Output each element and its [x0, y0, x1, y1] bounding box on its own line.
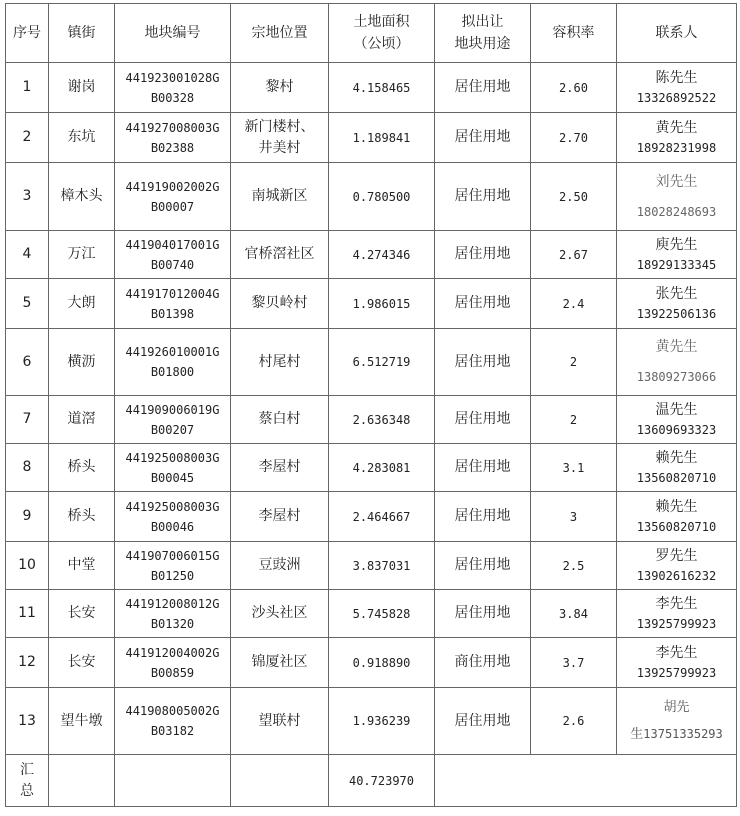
contact-phone: 13326892522 [636, 90, 717, 105]
row-seq: 2 [6, 113, 49, 163]
row-far: 2.70 [531, 113, 617, 163]
contact-phone: 13560820710 [636, 470, 717, 485]
row-seq: 1 [6, 63, 49, 113]
row-use: 居住用地 [435, 396, 531, 444]
row-far: 3 [531, 492, 617, 542]
total-area: 40.723970 [329, 755, 435, 807]
row-use: 居住用地 [435, 590, 531, 638]
land-parcel-table [5, 3, 737, 807]
total-empty-location [231, 755, 329, 807]
row-plot-no: 441912008012G B01320 [115, 590, 231, 638]
row-seq: 9 [6, 492, 49, 542]
total-label: 汇 总 [6, 755, 49, 807]
row-town: 东坑 [49, 113, 115, 163]
row-use: 居住用地 [435, 113, 531, 163]
row-location: 蔡白村 [231, 396, 329, 444]
table-row [6, 63, 737, 113]
row-area: 4.283081 [329, 444, 435, 492]
row-town: 大朗 [49, 279, 115, 329]
table-row [6, 329, 737, 396]
row-location: 村尾村 [231, 329, 329, 396]
row-use: 居住用地 [435, 231, 531, 279]
row-seq: 12 [6, 638, 49, 688]
contact-name: 温先生 [655, 401, 698, 418]
row-plot-no: 441925008003G B00046 [115, 492, 231, 542]
table-row [6, 688, 737, 755]
contact-name: 赖先生 [655, 449, 698, 466]
row-location: 李屋村 [231, 444, 329, 492]
row-far: 3.84 [531, 590, 617, 638]
row-use: 居住用地 [435, 279, 531, 329]
row-plot-no: 441927008003G B02388 [115, 113, 231, 163]
row-location: 南城新区 [231, 163, 329, 231]
row-far: 2 [531, 396, 617, 444]
row-use: 居住用地 [435, 688, 531, 755]
contact-phone: 13609693323 [636, 422, 717, 437]
row-town: 横沥 [49, 329, 115, 396]
row-plot-no: 441908005002G B03182 [115, 688, 231, 755]
row-area: 2.464667 [329, 492, 435, 542]
row-area: 6.512719 [329, 329, 435, 396]
row-area: 1.189841 [329, 113, 435, 163]
header-area: 土地面积 （公顷） [329, 4, 435, 63]
row-seq: 4 [6, 231, 49, 279]
contact-phone: 13925799923 [636, 665, 717, 680]
row-use: 商住用地 [435, 638, 531, 688]
header-row [6, 4, 737, 63]
table-row [6, 163, 737, 231]
table-row [6, 396, 737, 444]
row-plot-no: 441919002002G B00007 [115, 163, 231, 231]
row-seq: 13 [6, 688, 49, 755]
row-plot-no: 441909006019G B00207 [115, 396, 231, 444]
row-contact [617, 444, 737, 492]
row-seq: 11 [6, 590, 49, 638]
row-far: 2.5 [531, 542, 617, 590]
contact-phone: 13902616232 [636, 568, 717, 583]
table-row [6, 444, 737, 492]
header-town: 镇街 [49, 4, 115, 63]
row-town: 中堂 [49, 542, 115, 590]
row-area: 4.274346 [329, 231, 435, 279]
row-plot-no: 441912004002G B00859 [115, 638, 231, 688]
row-contact [617, 63, 737, 113]
row-contact [617, 113, 737, 163]
row-town: 望牛墩 [49, 688, 115, 755]
contact-phone: 18929133345 [636, 257, 717, 272]
contact-name: 李先生 [655, 595, 698, 612]
row-location: 沙头社区 [231, 590, 329, 638]
row-area: 1.986015 [329, 279, 435, 329]
row-area: 3.837031 [329, 542, 435, 590]
contact-name-part2: 生 [630, 726, 644, 742]
contact-name-part1: 胡先 [663, 699, 690, 715]
row-contact [617, 590, 737, 638]
row-town: 长安 [49, 590, 115, 638]
table-row [6, 542, 737, 590]
row-area: 0.780500 [329, 163, 435, 231]
row-area: 2.636348 [329, 396, 435, 444]
row-location: 官桥滘社区 [231, 231, 329, 279]
row-contact [617, 231, 737, 279]
total-empty-plot [115, 755, 231, 807]
header-plot-no: 地块编号 [115, 4, 231, 63]
row-town: 樟木头 [49, 163, 115, 231]
row-contact [617, 163, 737, 231]
row-plot-no: 441925008003G B00045 [115, 444, 231, 492]
contact-phone: 13925799923 [636, 616, 717, 631]
table-row [6, 638, 737, 688]
row-plot-no: 441904017001G B00740 [115, 231, 231, 279]
contact-name: 李先生 [655, 644, 698, 661]
row-town: 谢岗 [49, 63, 115, 113]
row-seq: 10 [6, 542, 49, 590]
row-seq: 5 [6, 279, 49, 329]
contact-phone: 13751335293 [643, 726, 723, 741]
row-area: 4.158465 [329, 63, 435, 113]
row-town: 万江 [49, 231, 115, 279]
row-town: 桥头 [49, 444, 115, 492]
row-plot-no: 441917012004G B01398 [115, 279, 231, 329]
row-seq: 6 [6, 329, 49, 396]
contact-name: 庾先生 [655, 236, 698, 253]
row-seq: 3 [6, 163, 49, 231]
row-town: 长安 [49, 638, 115, 688]
contact-name: 张先生 [655, 285, 698, 302]
row-use: 居住用地 [435, 329, 531, 396]
row-contact [617, 688, 737, 755]
row-far: 2 [531, 329, 617, 396]
total-row [6, 755, 737, 807]
row-location: 锦厦社区 [231, 638, 329, 688]
contact-name: 黄先生 [655, 119, 698, 136]
row-plot-no: 441926010001G B01800 [115, 329, 231, 396]
table-row [6, 492, 737, 542]
contact-phone: 18928231998 [636, 140, 717, 155]
row-area: 0.918890 [329, 638, 435, 688]
row-contact [617, 638, 737, 688]
row-area: 5.745828 [329, 590, 435, 638]
row-far: 2.50 [531, 163, 617, 231]
total-empty-town [49, 755, 115, 807]
table-row [6, 590, 737, 638]
row-plot-no: 441923001028G B00328 [115, 63, 231, 113]
row-far: 2.6 [531, 688, 617, 755]
row-contact [617, 279, 737, 329]
row-location: 李屋村 [231, 492, 329, 542]
row-area: 1.936239 [329, 688, 435, 755]
table-row [6, 279, 737, 329]
row-use: 居住用地 [435, 542, 531, 590]
row-town: 道滘 [49, 396, 115, 444]
header-far: 容积率 [531, 4, 617, 63]
row-location: 黎贝岭村 [231, 279, 329, 329]
row-far: 2.60 [531, 63, 617, 113]
contact-phone: 18028248693 [636, 204, 717, 219]
row-location: 新门楼村、 井美村 [231, 113, 329, 163]
contact-name: 赖先生 [655, 498, 698, 515]
row-contact [617, 329, 737, 396]
row-town: 桥头 [49, 492, 115, 542]
table-row [6, 113, 737, 163]
contact-phone: 13809273066 [636, 370, 717, 384]
row-far: 3.7 [531, 638, 617, 688]
contact-name: 黄先生 [655, 339, 698, 355]
row-far: 3.1 [531, 444, 617, 492]
header-location: 宗地位置 [231, 4, 329, 63]
table-row [6, 231, 737, 279]
row-location: 豆豉洲 [231, 542, 329, 590]
header-seq: 序号 [6, 4, 49, 63]
row-seq: 8 [6, 444, 49, 492]
contact-name: 陈先生 [655, 69, 698, 86]
contact-phone: 13560820710 [636, 519, 717, 534]
header-use: 拟出让 地块用途 [435, 4, 531, 63]
row-location: 黎村 [231, 63, 329, 113]
total-empty-rest [435, 755, 737, 807]
row-plot-no: 441907006015G B01250 [115, 542, 231, 590]
row-contact [617, 396, 737, 444]
contact-name: 刘先生 [655, 173, 698, 190]
row-contact [617, 542, 737, 590]
row-seq: 7 [6, 396, 49, 444]
row-location: 望联村 [231, 688, 329, 755]
contact-phone: 13922506136 [636, 306, 717, 321]
contact-name: 罗先生 [655, 547, 698, 564]
row-far: 2.67 [531, 231, 617, 279]
row-use: 居住用地 [435, 63, 531, 113]
row-use: 居住用地 [435, 163, 531, 231]
row-use: 居住用地 [435, 492, 531, 542]
header-contact: 联系人 [617, 4, 737, 63]
row-contact [617, 492, 737, 542]
row-far: 2.4 [531, 279, 617, 329]
row-use: 居住用地 [435, 444, 531, 492]
